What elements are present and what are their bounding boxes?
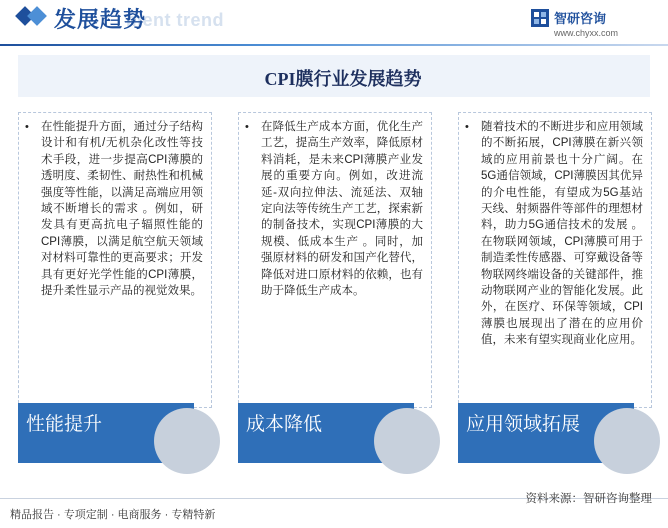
brand bbox=[530, 6, 640, 40]
header-watermark: ment trend bbox=[126, 10, 225, 30]
header-divider bbox=[0, 44, 668, 46]
chart-title: CPI膜行业发展趋势 bbox=[264, 69, 422, 89]
trend-label: 成本降低 bbox=[246, 414, 323, 435]
trend-card bbox=[238, 112, 432, 408]
bullet-icon: • bbox=[25, 121, 29, 133]
trend-column-performance bbox=[18, 112, 214, 464]
trend-card bbox=[458, 112, 652, 408]
source-note: 资料来源：智研咨询整理 bbox=[525, 493, 652, 505]
page-header bbox=[0, 0, 668, 46]
chart-title-banner bbox=[18, 55, 650, 97]
brand-logo-icon bbox=[530, 8, 550, 28]
footer-tagline: 精品报告 · 专项定制 · 电商服务 · 专精特新 bbox=[10, 509, 216, 521]
trend-column-cost bbox=[238, 112, 434, 464]
trend-column-application bbox=[458, 112, 654, 464]
trend-card bbox=[18, 112, 212, 408]
trend-card-text bbox=[467, 119, 643, 349]
decorative-circle bbox=[374, 408, 440, 474]
trend-description: 随着技术的不断进步和应用领域的不断拓展，CPI薄膜在新兴领域的应用前景也十分广阔。在5G通信领域，CPI薄膜因其优异的介电性能，有望成为5G基站天线、射频器件等部件的理想材料，助力5G通信技术的发展 。在物联网领域，CPI薄膜可用于制造柔性传感器、可穿戴设备等物联网终端设备的关键部件，推动物联网产业的智能化发展。此外，在医疗、环保等领域，CPI薄膜也展现出了潜在的应用价值，未来有望实现商业化应用。 bbox=[481, 121, 643, 347]
trend-description: 在性能提升方面，通过分子结构设计和有机/无机杂化改性等技术手段，进一步提高CPI薄膜的透明度、柔韧性、耐热性和机械强度等性能，以满足高端应用领域不断增长的需求 。例如，研发具有更高抗电子辐照性能的CPI薄膜，以满足航空航天领域对材料可靠性的更高要求；开发具有更好光学性能的CPI薄膜，提升柔性显示产品的视觉效果。 bbox=[41, 121, 203, 298]
trend-label: 性能提升 bbox=[26, 414, 103, 435]
brand-name: 智研咨询 bbox=[554, 11, 607, 26]
trend-card-text bbox=[27, 119, 203, 299]
trend-label: 应用领域拓展 bbox=[466, 414, 581, 435]
trend-card-text bbox=[247, 119, 423, 299]
trend-description: 在降低生产成本方面，优化生产工艺，提高生产效率，降低原材料消耗，是未来CPI薄膜产业发展的重要方向。例如，改进流延-双向拉伸法、流延法、双轴定向法等传统生产工艺，探索新的制备技术，实现CPI薄膜的大规模、低成本生产 。同时，加强原材料的研发和国产化替代，降低对进口原材料的依赖，也有助于降低生产成本。 bbox=[261, 121, 423, 298]
bullet-icon: • bbox=[465, 121, 469, 133]
decorative-circle bbox=[594, 408, 660, 474]
page-title: 发展趋势 bbox=[54, 7, 147, 32]
bullet-icon: • bbox=[245, 121, 249, 133]
decorative-circle bbox=[154, 408, 220, 474]
diamond-icon bbox=[27, 6, 47, 26]
brand-url: www.chyxx.com bbox=[554, 28, 619, 38]
